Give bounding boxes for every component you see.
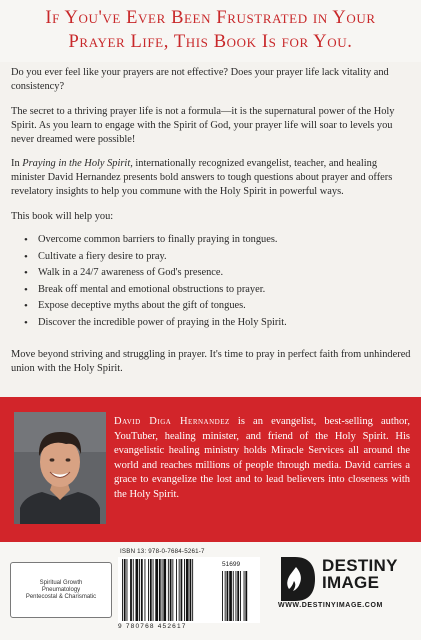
barcode-digits: 9 780768 452617 [118,623,187,630]
benefit-list [11,232,413,331]
barcode-bar [222,571,223,621]
barcode-bar [145,559,146,621]
barcode-bar [133,559,134,621]
publisher-name [322,557,412,591]
barcode-bar [159,559,161,621]
barcode-bar [236,571,237,621]
benefit-item: • Walk in a 24/7 awareness of God's presence. [11,265,413,282]
author-portrait-image [14,412,106,524]
barcode-bar [245,571,247,621]
benefit-item: • Cultivate a fiery desire to pray. [11,249,413,266]
barcode-bar [176,559,177,621]
barcode-bar [229,571,232,621]
barcode-bar [244,571,245,621]
isbn-label: ISBN 13: 978-0-7684-5261-7 [120,548,205,555]
closing-paragraph: Move beyond striving and struggling in prayer. It's time to pray in perfect faith from unhindered union with the Holy Spirit. [11,349,411,374]
barcode-bar [179,559,180,621]
barcode-bar [136,559,139,621]
intro-paragraph-1: Do you ever feel like your prayers are not effective? Does your prayer life lack vitality and consistency? [11,67,389,92]
barcode-bar [186,559,189,621]
barcode-bar [170,559,172,621]
barcode-bar [172,559,173,621]
barcode-bar [227,571,229,621]
barcode-bar [130,559,132,621]
barcode-bar [233,571,234,621]
barcode-bar [184,559,185,621]
author-bio [114,415,410,503]
barcode-bar [163,559,166,621]
barcode-bar [139,559,140,621]
price-code: 51699 [222,561,241,568]
barcode-bar [153,559,154,621]
barcode-bar [155,559,158,621]
benefit-item: • Break off mental and emotional obstructions to prayer. [11,282,413,299]
barcode-bar [124,559,126,621]
category-line-1: Spiritual Growth [39,579,83,586]
barcode-bar [225,571,226,621]
barcode-bar [240,571,241,621]
intro-paragraph-3 [11,157,413,199]
barcode-bar [141,559,143,621]
barcode-bar [150,559,152,621]
publisher-name-line-2: IMAGE [322,573,380,592]
headline [0,6,421,54]
author-photo [14,412,106,524]
barcode-bar [148,559,149,621]
bullets-lead-in: This book will help you: [11,211,114,222]
benefit-item: • Discover the incredible power of praying in the Holy Spirit. [11,315,413,332]
barcode-bar [127,559,128,621]
category-line-3: Pentecostal & Charismatic [25,593,97,600]
barcode-bar [192,559,193,621]
category-box [10,562,112,618]
benefit-item: • Expose deceptive myths about the gift of tongues. [11,298,413,315]
barcode-bar [181,559,183,621]
headline-line-1: If You've Ever Been Frustrated in Your [45,8,376,28]
author-bio-text: is an evangelist, best-selling author, YouTuber, healing minister, and friend of the Holy Spirit. His evangelistic healing ministry holds Miracle Services all around the world and reaches millions of people through media. David carries a grace to evangelize the lost and to lead believers into closeness with the Holy Spirit. [114,416,410,500]
barcode-bar [122,559,123,621]
benefit-item: • Overcome common barriers to finally praying in tongues. [11,232,413,249]
publisher-url: WWW.DESTINYIMAGE.COM [278,602,383,609]
barcode-bar [168,559,169,621]
barcode-bar [162,559,163,621]
barcode-bar [190,559,192,621]
intro-paragraph-3-prefix: In [11,158,23,169]
book-title: Praying in the Holy Spirit [22,158,131,169]
intro-paragraph-3-rest: , internationally recognized evangelist, teacher, and healing minister David Hernandez presents bold answers to tough questions about prayer and offers revelatory insights to help you commune with the Holy Spirit in powerful ways. [11,158,393,197]
barcode-bar [237,571,239,621]
intro-paragraph-2: The secret to a thriving prayer life is not a formula—it is the supernatural power of the Holy Spirit. As you learn to engage with the Spirit of God, your prayer life will soar to levels you never dreamed were possible! [11,106,395,145]
publisher-name-line-1: DESTINY [322,556,398,575]
headline-line-2: Prayer Life, This Book Is for You. [68,32,353,52]
publisher-logo-icon [277,555,317,603]
category-line-2: Pneumatology [41,586,81,593]
author-name: David Diga Hernandez [114,416,230,427]
